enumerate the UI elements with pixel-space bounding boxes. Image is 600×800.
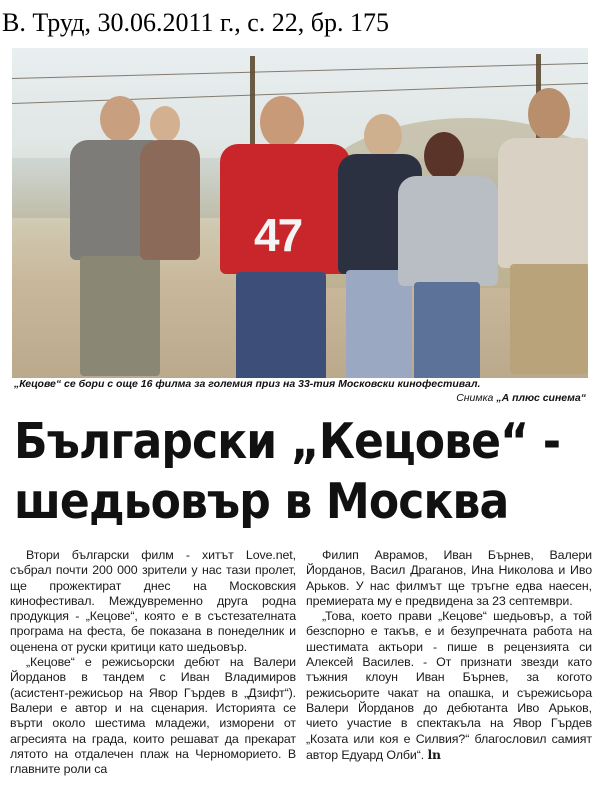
photo-fence-wire	[12, 63, 588, 79]
photo-fence-wire	[12, 83, 588, 104]
author-signature: ln	[427, 746, 441, 762]
shirt-number: 47	[254, 209, 302, 261]
article-column-1	[10, 548, 296, 777]
article-paragraph: Втори български филм - хитът Love.net, събрал почти 200 000 зрители у нас тази пролет, ще прожектират днес на Московския кинофестивал. Междувременно друга родна продукция - „Кецове“, която е в състезателната програма на феста, бе показана в понеделник и оценена от руски критици като шедьовър.	[10, 548, 296, 654]
headline-line-2: шедьовър в Москва	[14, 473, 509, 530]
photo-credit-prefix: Снимка	[456, 392, 494, 404]
article-paragraph	[306, 609, 592, 763]
photo-credit	[456, 392, 586, 405]
article-headline	[14, 412, 561, 532]
article-paragraph: „Кецове“ е режисьорски дебют на Валери Йорданов в тандем с Иван Владимиров (асистент-режисьор на Явор Гърдев в „Дзифт“). Валери е автор и на сценария. Историята се върти около шестима младежи, изморени от агресията на града, които решават да прекарат лятото на отдалечен плаж на Черноморието. В главните роли са	[10, 655, 296, 777]
article-paragraph-text: „Това, което прави „Кецове“ шедьовър, а той безспорно е такъв, е и безупречната работа на шестимата актьори - пише в рецензията си Алексей Василев. - От признати звезди като тъжния клоун Иван Бърнев, за когото режисьорите чакат на опашка, и сърежисьора Валери Йорданов до дебютанта Иво Арьков, чието участие в спектакъла на Явор Гърдев „Козата или коя е Силвия?“ благословил самият автор Едуард Олби“.	[306, 609, 592, 762]
photo-caption: „Кецове“ се бори с още 16 филма за големия приз на 33-тия Московски кинофестивал.	[14, 378, 481, 390]
film-still-photo	[12, 48, 588, 378]
headline-line-1: Български „Кецове“ -	[14, 413, 561, 470]
photo-credit-source: „А плюс синема“	[496, 392, 586, 404]
article-paragraph: Филип Аврамов, Иван Бърнев, Валери Йорданов, Васил Драганов, Ина Николова и Иво Арьков. У нас филмът ще тръгне едва наесен, премиерата му е предвидена за 23 септември.	[306, 548, 592, 608]
article-column-2	[306, 548, 592, 763]
newspaper-source-line: В. Труд, 30.06.2011 г., с. 22, бр. 175	[2, 8, 390, 37]
